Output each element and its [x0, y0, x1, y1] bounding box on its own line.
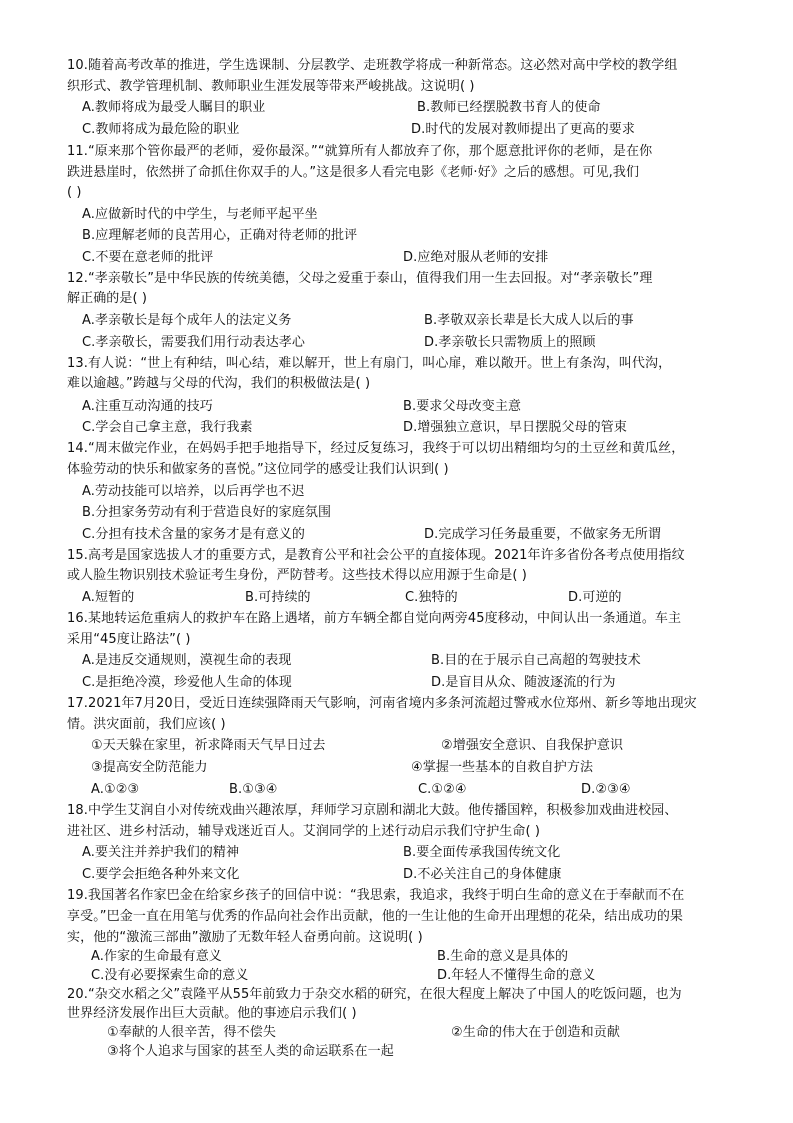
- q18-option-d: D.不必关注自己的身体健康: [403, 867, 562, 882]
- q12-option-a: A.孝亲敬长是每个成年人的法定义务: [82, 313, 292, 328]
- q15-option-c: C.独特的: [405, 590, 458, 605]
- q13-stem-line1: 13.有人说：“世上有种结，叫心结，难以解开，世上有扇门，叫心扉，难以敞开。世上有条沟，叫代沟，: [67, 356, 672, 371]
- q20-stem-line2: 世界经济发展作出巨大贡献。他的事迹启示我们( ): [67, 1006, 357, 1021]
- q20-stem-line1: 20.“杂交水稻之父”袁隆平从55年前致力于杂交水稻的研究，在很大程度上解决了中国人的吃饭问题，也为: [67, 987, 682, 1002]
- q10-option-d: D.时代的发展对教师提出了更高的要求: [411, 122, 635, 137]
- q17-statement-1: ①天天躲在家里，祈求降雨天气早日过去: [91, 738, 326, 753]
- q18-option-b: B.要全面传承我国传统文化: [403, 845, 561, 860]
- q16-option-d: D.是盲目从众、随波逐流的行为: [431, 675, 616, 690]
- q12-option-b: B.孝敬双亲长辈是长大成人以后的事: [424, 313, 634, 328]
- q17-stem-line1: 17.2021年7月20日，受近日连续强降雨天气影响，河南省境内多条河流超过警戒水位郑州、新乡等地出现灾: [67, 696, 697, 711]
- q14-option-c: C.分担有技术含量的家务才是有意义的: [82, 527, 306, 542]
- q19-option-d: D.年轻人不懂得生命的意义: [437, 968, 596, 983]
- q17-statement-2: ②增强安全意识、自我保护意识: [441, 738, 624, 753]
- q15-stem-line1: 15.高考是国家选拔人才的重要方式，是教育公平和社会公平的直接体现。2021年许多省份各考点使用指纹: [67, 548, 685, 563]
- q17-option-c: C.①②④: [418, 782, 467, 797]
- q11-option-d: D.应绝对服从老师的安排: [403, 250, 549, 265]
- q17-statement-4: ④掌握一些基本的自救自护方法: [411, 760, 594, 775]
- q11-stem-line2: 跌进悬崖时，依然拼了命抓住你双手的人。”这是很多人看完电影《老师·好》之后的感想。可见,我们: [67, 165, 640, 180]
- q19-stem-line2: 享受。”巴金一直在用笔与优秀的作品向社会作出贡献，他的一生让他的生命开出理想的花朵，结出成功的果: [67, 909, 684, 924]
- q12-option-d: D.孝亲敬长只需物质上的照顾: [424, 335, 596, 350]
- q18-stem-line1: 18.中学生艾润自小对传统戏曲兴趣浓厚，拜师学习京剧和湖北大鼓。他传播国粹，积极参加戏曲进校园、: [67, 803, 678, 818]
- q20-statement-1: ①奉献的人很辛苦，得不偿失: [107, 1025, 276, 1040]
- q14-option-a: A.劳动技能可以培养，以后再学也不迟: [82, 484, 305, 499]
- q16-stem-line2: 采用“45度让路法”( ): [67, 632, 191, 647]
- q18-option-a: A.要关注并养护我们的精神: [82, 845, 240, 860]
- q20-statement-3: ③将个人追求与国家的甚至人类的命运联系在一起: [107, 1044, 394, 1059]
- q15-option-d: D.可逆的: [568, 590, 622, 605]
- q16-stem-line1: 16.某地转运危重病人的救护车在路上遇堵，前方车辆全都自觉向两旁45度移动，中间认出一条通道。车主: [67, 611, 682, 626]
- q13-option-a: A.注重互动沟通的技巧: [82, 399, 213, 414]
- q11-option-c: C.不要在意老师的批评: [82, 250, 214, 265]
- q13-option-d: D.增强独立意识，早日摆脱父母的管束: [403, 420, 627, 435]
- q15-option-b: B.可持续的: [245, 590, 311, 605]
- q18-option-c: C.要学会拒绝各种外来文化: [82, 867, 240, 882]
- q15-stem-line2: 或人脸生物识别技术验证考生身份，严防替考。这些技术得以应用源于生命是( ): [67, 568, 527, 583]
- q12-stem-line1: 12.“孝亲敬长”是中华民族的传统美德，父母之爱重于泰山，值得我们用一生去回报。对“孝亲敬长”理: [67, 271, 653, 286]
- q11-option-b: B.应理解老师的良苦用心，正确对待老师的批评: [82, 228, 358, 243]
- q14-option-d: D.完成学习任务最重要，不做家务无所谓: [424, 527, 662, 542]
- q19-stem-line1: 19.我国著名作家巴金在给家乡孩子的回信中说：“我思索，我追求，我终于明白生命的意义在于奉献而不在: [67, 888, 685, 903]
- q14-option-b: B.分担家务劳动有利于营造良好的家庭氛围: [82, 505, 332, 520]
- q16-option-c: C.是拒绝冷漠，珍爱他人生命的体现: [82, 675, 292, 690]
- q19-option-a: A.作家的生命最有意义: [91, 949, 222, 964]
- q10-option-a: A.教师将成为最受人瞩目的职业: [82, 100, 266, 115]
- q10-option-b: B.教师已经摆脱教书育人的使命: [417, 100, 601, 115]
- q13-stem-line2: 难以逾越。”跨越与父母的代沟，我们的积极做法是( ): [67, 376, 371, 391]
- q17-statement-3: ③提高安全防范能力: [91, 760, 208, 775]
- q17-stem-line2: 情。洪灾面前，我们应该( ): [67, 717, 226, 732]
- q12-stem-line2: 解正确的是( ): [67, 291, 148, 306]
- q14-stem-line1: 14.“周末做完作业，在妈妈手把手地指导下，经过反复练习，我终于可以切出精细均匀的土豆丝和黄瓜丝，: [67, 441, 685, 456]
- q19-option-c: C.没有必要探索生命的意义: [91, 968, 249, 983]
- q16-option-a: A.是违反交通规则，漠视生命的表现: [82, 653, 292, 668]
- q13-option-c: C.学会自己拿主意，我行我素: [82, 420, 253, 435]
- q17-option-a: A.①②③: [91, 782, 140, 797]
- q20-statement-2: ②生命的伟大在于创造和贡献: [451, 1025, 620, 1040]
- q10-stem-line2: 织形式、教学管理机制、教师职业生涯发展等带来严峻挑战。这说明( ): [67, 79, 475, 94]
- q16-option-b: B.目的在于展示自己高超的驾驶技术: [431, 653, 641, 668]
- q15-option-a: A.短暂的: [82, 590, 135, 605]
- q11-option-a: A.应做新时代的中学生，与老师平起平坐: [82, 207, 318, 222]
- q11-stem-line1: 11.“原来那个管你最严的老师，爱你最深。”“就算所有人都放弃了你，那个愿意批评你的老师，是在你: [67, 144, 653, 159]
- q17-option-b: B.①③④: [229, 782, 278, 797]
- q11-stem-line3: ( ): [67, 185, 82, 200]
- q10-option-c: C.教师将成为最危险的职业: [82, 122, 240, 137]
- q10-stem-line1: 10.随着高考改革的推进，学生选课制、分层教学、走班教学将成一种新常态。这必然对高中学校的教学组: [67, 58, 678, 73]
- q19-stem-line3: 实，他的“激流三部曲”激励了无数年轻人奋勇向前。这说明( ): [67, 930, 423, 945]
- q18-stem-line2: 进社区、进乡村活动，辅导戏迷近百人。艾润同学的上述行动启示我们守护生命( ): [67, 824, 541, 839]
- q17-option-d: D.②③④: [581, 782, 631, 797]
- q14-stem-line2: 体验劳动的快乐和做家务的喜悦。”这位同学的感受让我们认识到( ): [67, 462, 449, 477]
- q13-option-b: B.要求父母改变主意: [403, 399, 522, 414]
- q12-option-c: C.孝亲敬长，需要我们用行动表达孝心: [82, 335, 306, 350]
- q19-option-b: B.生命的意义是具体的: [437, 949, 569, 964]
